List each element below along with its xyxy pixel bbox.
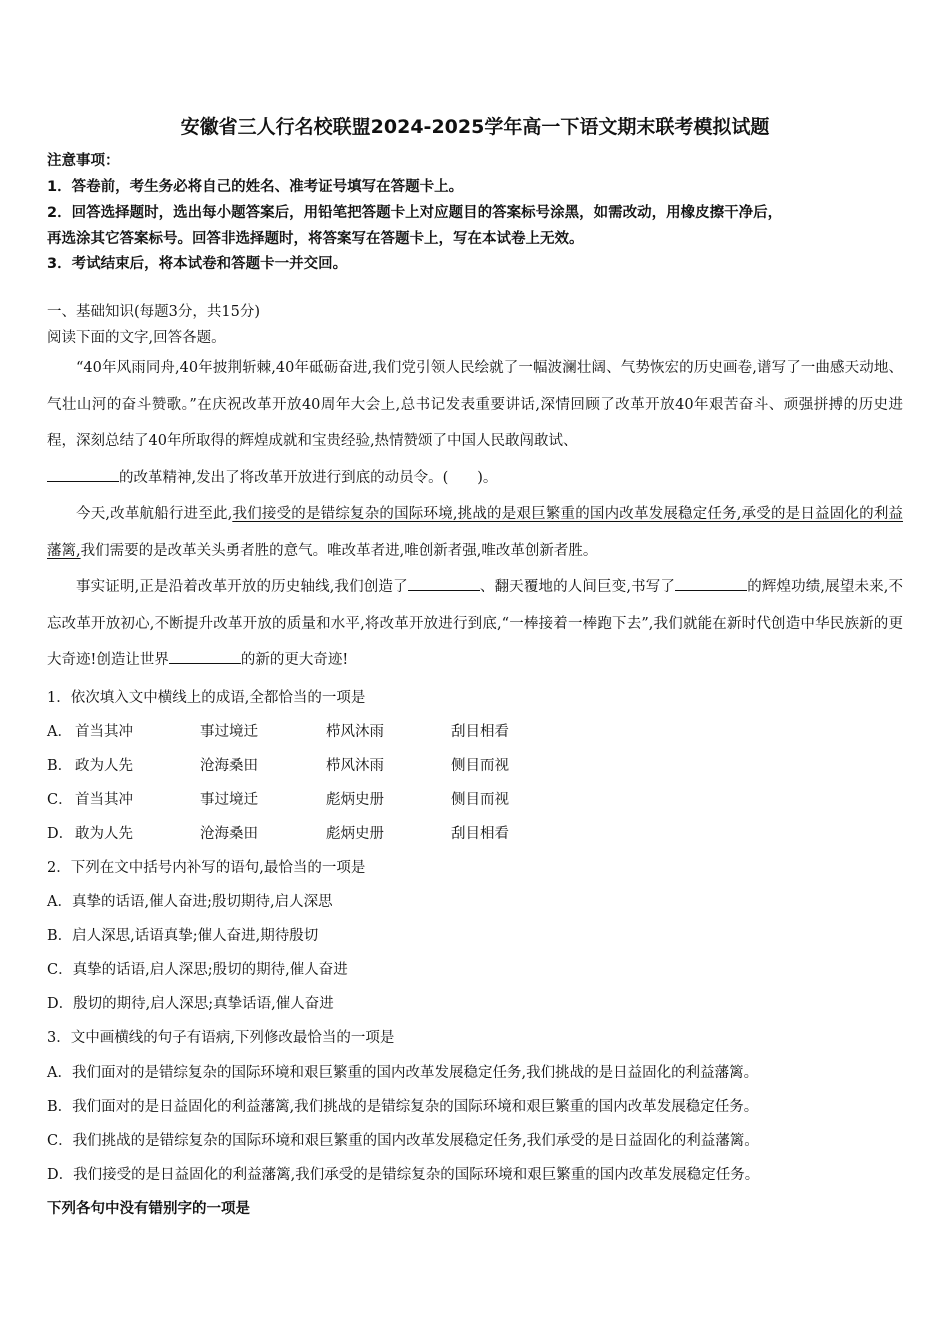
question-1-option-b (47, 756, 607, 776)
notice-item-1: 1．答卷前，考生务必将自己的姓名、准考证号填写在答题卡上。 (47, 179, 464, 195)
option-word: 侧目而视 (451, 758, 509, 774)
option-word: 栉风沐雨 (326, 758, 384, 774)
question-4-stem: 下列各句中没有错别字的一项是 (47, 1201, 250, 1217)
fill-blank-3 (675, 576, 747, 591)
passage-p3-text-end: 的新的更大奇迹! (240, 652, 349, 668)
option-label: B． (47, 758, 73, 774)
question-3-option-b: B．我们面对的是日益固化的利益藩篱,我们挑战的是错综复杂的国际环境和艰巨繁重的国内改革发展稳定任务。 (47, 1099, 759, 1115)
passage-p1-text: “40年风雨同舟,40年披荆斩棘,40年砥砺奋进,我们党引领人民绘就了一幅波澜壮阔、气势恢宏的历史画卷,谱写了一曲感天动地、气壮山河的奋斗赞歌。”在庆祝改革开放40周年大会上,总书记发表重要讲话,深情回顾了改革开放40年艰苦奋斗、顽强拼搏的历史进程，深刻总结了40年所取得的辉煌成就和宝贵经验,热情赞颂了中国人民敢闯敢试、 (47, 360, 903, 449)
notice-item-2-cont: 再选涂其它答案标号。回答非选择题时，将答案写在答题卡上，写在本试卷上无效。 (47, 231, 584, 247)
passage-p3-text-3: 的辉煌功绩,展望未来,不忘改革开放初心,不断提升改革开放的质量和水平,将改革开放进行到底,“一棒接着一棒跑下去”,我们就能在新时代创造中华民族新的更大奇迹!创造让世界 (47, 579, 904, 668)
question-1-option-d (47, 824, 607, 844)
option-label: A． (47, 724, 72, 740)
option-word: 刮目相看 (451, 826, 509, 842)
option-word: 首当其冲 (75, 792, 133, 808)
question-1-stem: 1．依次填入文中横线上的成语,全都恰当的一项是 (47, 690, 366, 706)
notice-item-2: 2．回答选择题时，选出每小题答案后，用铅笔把答题卡上对应题目的答案标号涂黑，如需改动，用橡皮擦干净后， (47, 205, 783, 221)
passage-p1-text-end: 的改革精神,发出了将改革开放进行到底的动员令。( )。 (119, 469, 498, 486)
notice-heading: 注意事项： (47, 153, 120, 169)
question-3-option-c: C．我们挑战的是错综复杂的国际环境和艰巨繁重的国内改革发展稳定任务,我们承受的是日益固化的利益藩篱。 (47, 1133, 759, 1149)
option-label: D． (47, 826, 74, 842)
question-2-option-b: B．启人深思,话语真挚;催人奋进,期待殷切 (47, 928, 319, 944)
option-word: 彪炳史册 (326, 826, 384, 842)
passage-p2-text: 今天,改革航船行进至此, (76, 506, 233, 522)
question-1-option-a (47, 722, 607, 742)
option-word: 彪炳史册 (326, 792, 384, 808)
passage-paragraph-1 (47, 350, 903, 496)
option-word: 事过境迁 (200, 792, 258, 808)
option-word: 政为人先 (75, 758, 133, 774)
passage-p3-text: 事实证明,正是沿着改革开放的历史轴线,我们创造了 (76, 579, 408, 595)
underlined-sentence: 我们接受的是错综复杂的国际环境,挑战的是艰巨繁重的国内改革发展稳定任务,承受的是日益固化的利益藩篱, (47, 506, 904, 559)
option-label: C． (47, 792, 73, 808)
option-word: 敢为人先 (75, 826, 133, 842)
fill-blank-1 (47, 467, 119, 482)
question-3-option-d: D．我们接受的是日益固化的利益藩篱,我们承受的是错综复杂的国际环境和艰巨繁重的国内改革发展稳定任务。 (47, 1167, 760, 1183)
question-3-stem: 3．文中画横线的句子有语病,下列修改最恰当的一项是 (47, 1030, 395, 1046)
option-word: 沧海桑田 (200, 758, 258, 774)
passage-paragraph-3 (47, 569, 903, 679)
section-heading: 一、基础知识(每题3分，共15分) (47, 304, 260, 320)
passage-p2-text-end: 我们需要的是改革关头勇者胜的意气。唯改革者进,唯创新者强,唯改革创新者胜。 (80, 542, 598, 559)
page-title: 安徽省三人行名校联盟2024-2025学年高一下语文期末联考模拟试题 (180, 116, 770, 138)
option-word: 刮目相看 (451, 724, 509, 740)
question-3-option-a: A．我们面对的是错综复杂的国际环境和艰巨繁重的国内改革发展稳定任务,我们挑战的是日益固化的利益藩篱。 (47, 1065, 759, 1081)
passage-p3-text-2: 、翻天覆地的人间巨变,书写了 (479, 579, 676, 595)
passage (47, 350, 903, 679)
option-word: 首当其冲 (75, 724, 133, 740)
question-1-option-c (47, 790, 607, 810)
notice-item-3: 3．考试结束后，将本试卷和答题卡一并交回。 (47, 256, 348, 272)
question-2-stem: 2．下列在文中括号内补写的语句,最恰当的一项是 (47, 860, 366, 876)
fill-blank-2 (408, 576, 480, 591)
option-word: 沧海桑田 (200, 826, 258, 842)
option-word: 侧目而视 (451, 792, 509, 808)
question-2-option-d: D．殷切的期待,启人深思;真挚话语,催人奋进 (47, 996, 334, 1012)
option-word: 事过境迁 (200, 724, 258, 740)
question-2-option-a: A．真挚的话语,催人奋进;殷切期待,启人深思 (47, 894, 333, 910)
fill-blank-4 (169, 649, 241, 664)
option-word: 栉风沐雨 (326, 724, 384, 740)
question-2-option-c: C．真挚的话语,启人深思;殷切的期待,催人奋进 (47, 962, 348, 978)
passage-paragraph-2 (47, 496, 903, 569)
section-instruction: 阅读下面的文字,回答各题。 (47, 330, 226, 346)
